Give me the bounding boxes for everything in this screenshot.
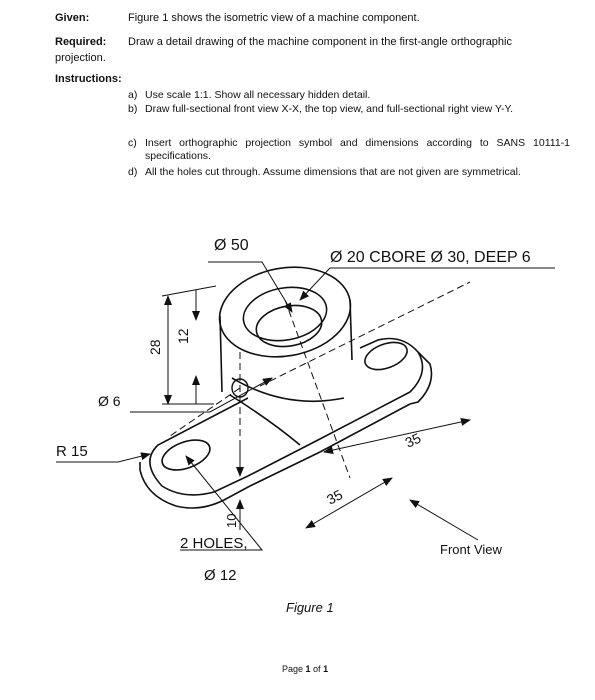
instruction-key: d): [128, 166, 138, 178]
instruction-key: a): [128, 89, 138, 101]
dim-10: 10: [224, 513, 239, 528]
center-lines: [170, 282, 470, 478]
given-label: Given:: [55, 12, 90, 24]
figure-caption: Figure 1: [286, 600, 334, 615]
dim-d12: Ø 12: [204, 567, 237, 584]
page-mid: of: [310, 664, 324, 674]
instruction-key: c): [128, 137, 137, 149]
page-number: 1: [305, 664, 311, 674]
given-text: Figure 1 shows the isometric view of a machine component.: [128, 12, 420, 24]
instruction-text: Insert orthographic projection symbol and dimensions according to SANS 10111-1 specifications.: [145, 137, 570, 162]
dim-d6: Ø 6: [98, 393, 121, 409]
dimension-lines: [56, 262, 555, 550]
required-text: Draw a detail drawing of the machine component in the first-angle orthographic: [128, 36, 512, 48]
required-text-cont: projection.: [55, 52, 106, 64]
dim-28: 28: [147, 339, 163, 355]
front-view-label: Front View: [440, 542, 502, 557]
page-footer: [282, 664, 328, 674]
instruction-text: All the holes cut through. Assume dimensions that are not given are symmetrical.: [145, 166, 521, 178]
page-prefix: Page: [282, 664, 306, 674]
component-outline: [140, 257, 432, 508]
page-total: 1: [323, 664, 329, 674]
dim-35-right: 35: [402, 429, 424, 451]
instructions-heading: Instructions:: [55, 73, 122, 85]
instruction-text: Use scale 1:1. Show all necessary hidden detail.: [145, 89, 371, 101]
dim-holes: 2 HOLES,: [180, 535, 248, 552]
instruction-key: b): [128, 103, 138, 115]
dim-d50: Ø 50: [214, 237, 249, 254]
dim-12: 12: [175, 328, 191, 344]
required-label: Required:: [55, 36, 107, 48]
dim-r15: R 15: [56, 443, 88, 460]
instruction-text: Draw full-sectional front view X-X, the top view, and full-sectional right view Y-Y.: [145, 103, 514, 115]
dim-cbore: Ø 20 CBORE Ø 30, DEEP 6: [330, 249, 531, 266]
dim-35-lower: 35: [323, 486, 346, 508]
